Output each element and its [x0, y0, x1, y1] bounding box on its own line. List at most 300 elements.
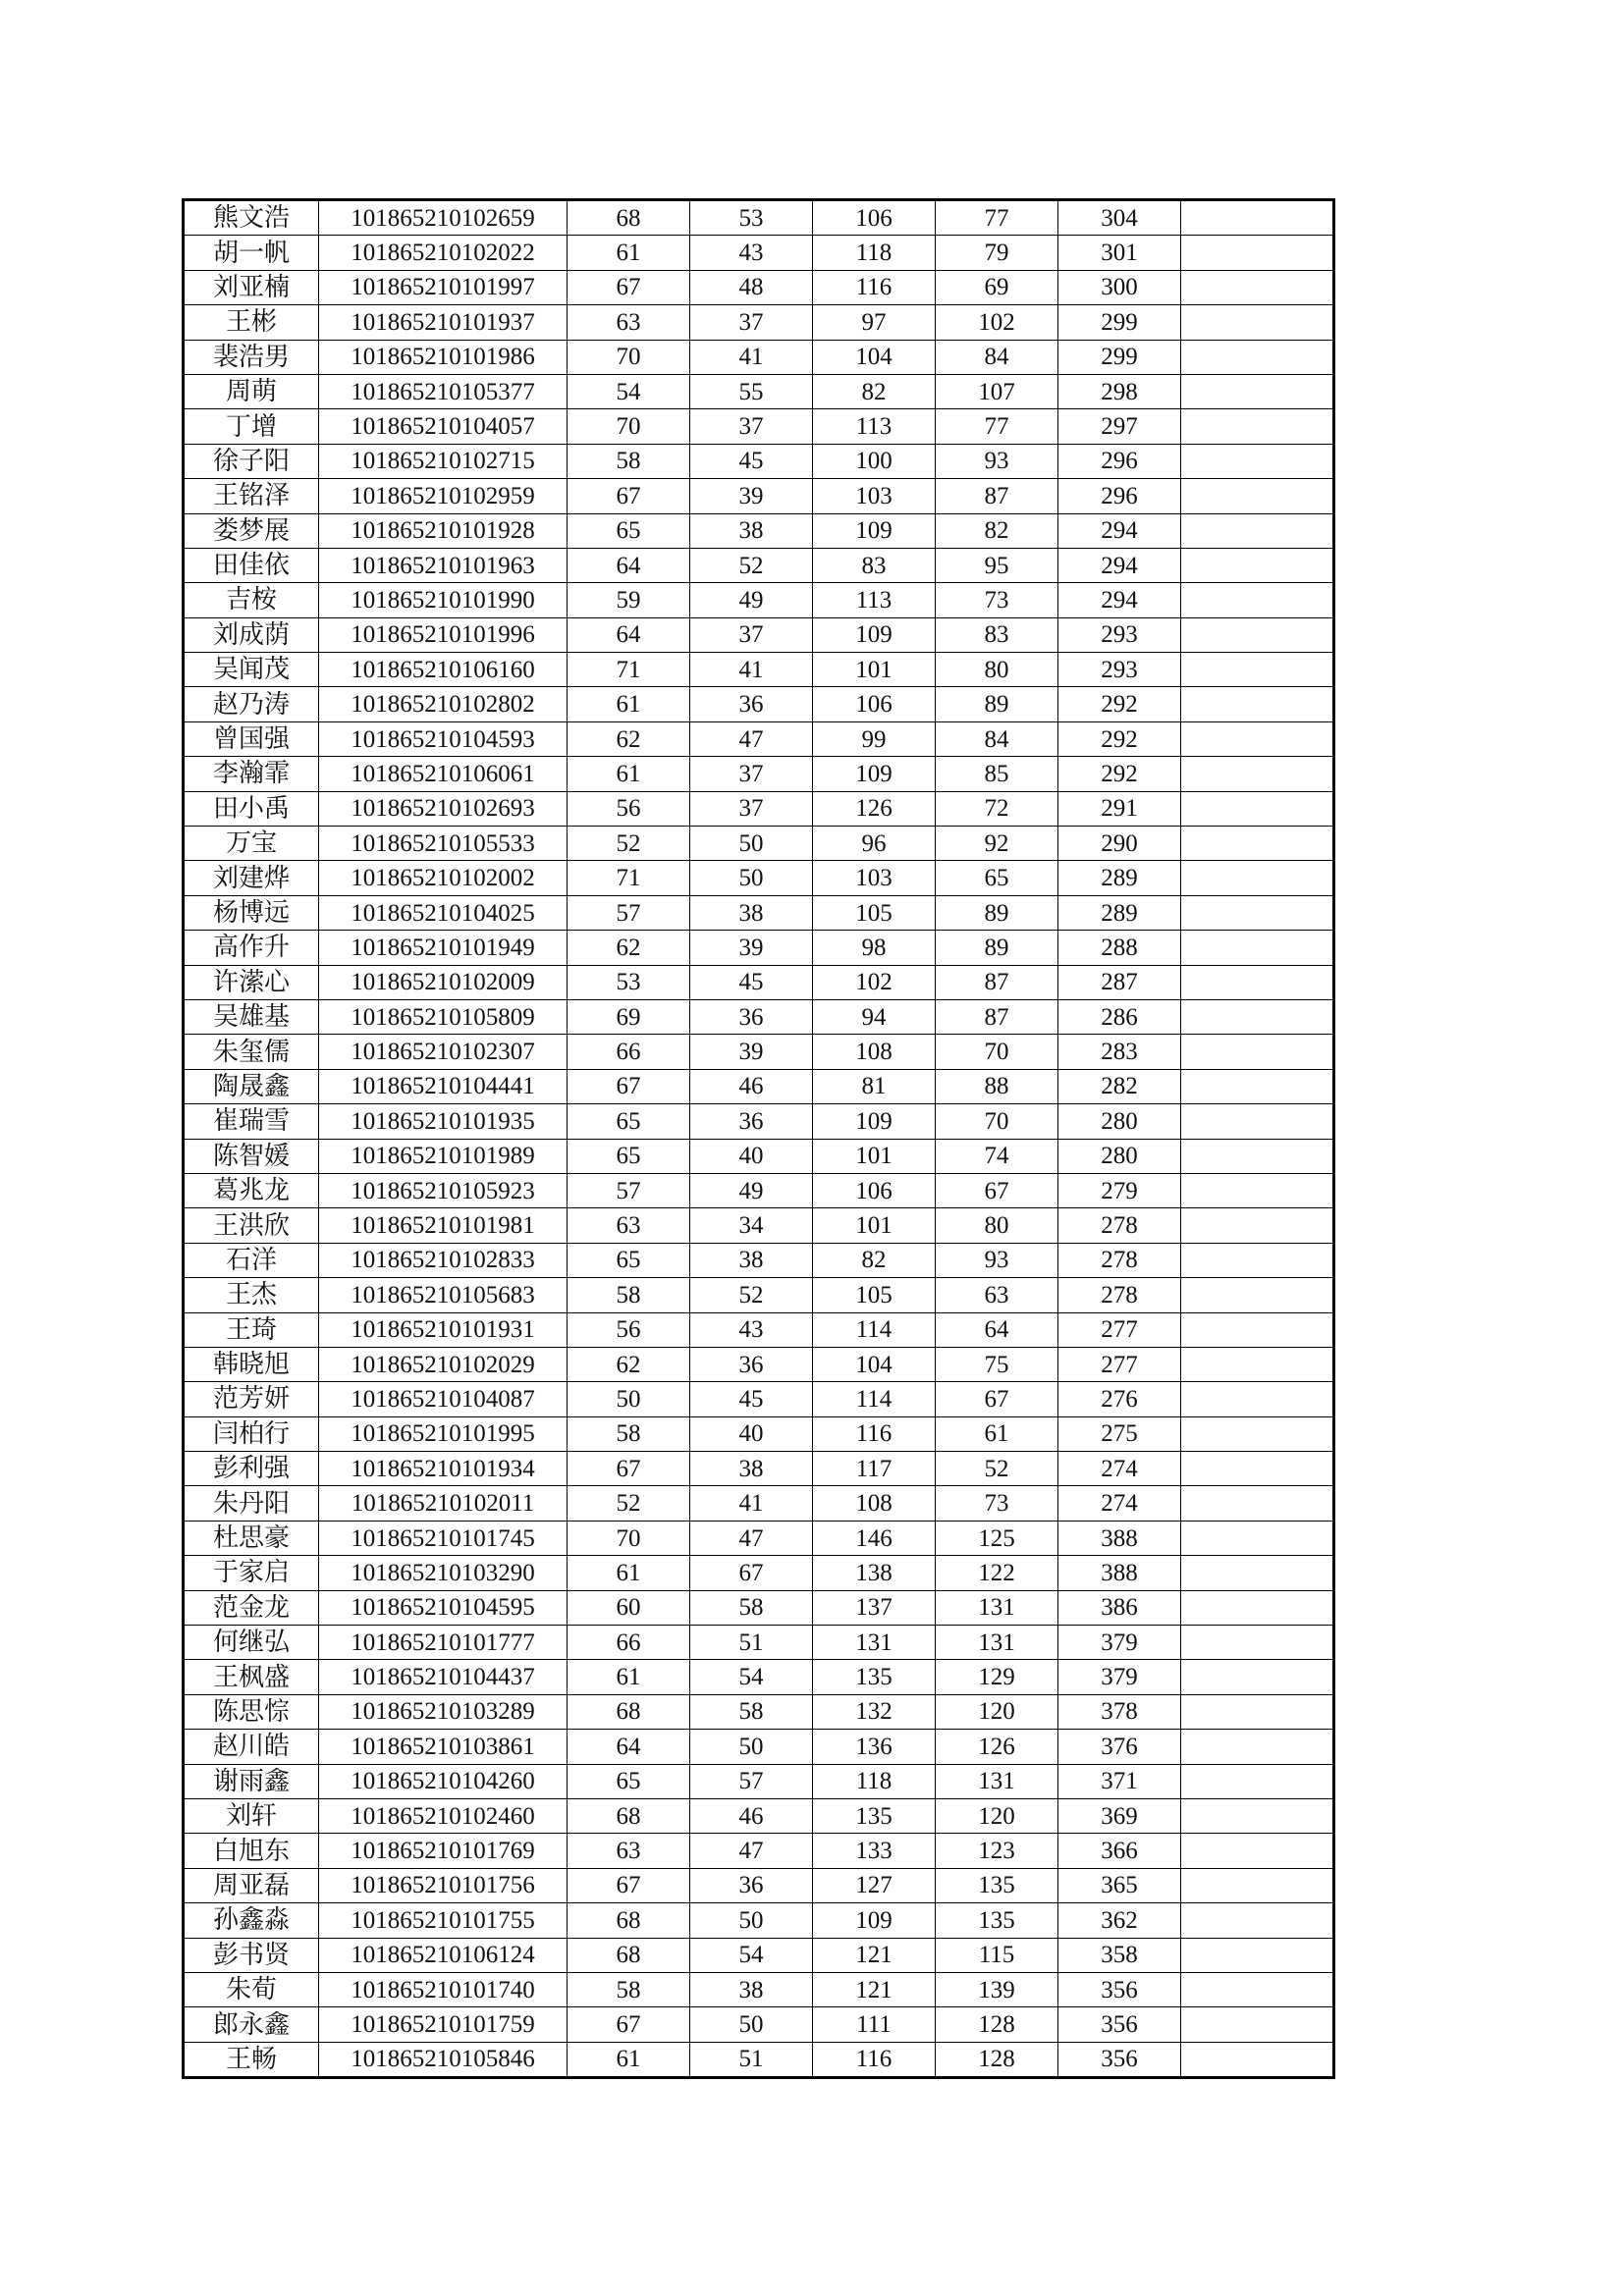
remark-cell	[1181, 1104, 1334, 1139]
name-cell: 王彬	[184, 305, 319, 340]
score-cell-3: 132	[813, 1694, 936, 1729]
score-cell-4: 120	[936, 1798, 1058, 1833]
total-score-cell: 274	[1058, 1486, 1181, 1521]
score-cell-4: 80	[936, 1208, 1058, 1243]
table-row	[184, 1416, 1334, 1451]
score-cell-4: 75	[936, 1347, 1058, 1381]
score-cell-4: 131	[936, 1764, 1058, 1798]
total-score-cell: 292	[1058, 721, 1181, 756]
name-cell: 吴雄基	[184, 999, 319, 1034]
name-cell: 孙鑫淼	[184, 1903, 319, 1938]
name-cell: 朱玺儒	[184, 1035, 319, 1069]
score-cell-1: 58	[568, 1416, 690, 1451]
exam-id-cell: 101865210102009	[319, 965, 568, 999]
score-cell-3: 82	[813, 374, 936, 408]
score-cell-1: 66	[568, 1035, 690, 1069]
score-cell-3: 117	[813, 1452, 936, 1486]
score-cell-1: 65	[568, 1243, 690, 1277]
remark-cell	[1181, 200, 1334, 236]
remark-cell	[1181, 999, 1334, 1034]
score-cell-1: 52	[568, 827, 690, 861]
score-cell-4: 64	[936, 1312, 1058, 1347]
total-score-cell: 280	[1058, 1104, 1181, 1139]
score-cell-2: 41	[690, 1486, 813, 1521]
exam-id-cell: 101865210103290	[319, 1556, 568, 1590]
score-cell-3: 109	[813, 1104, 936, 1139]
score-cell-1: 53	[568, 965, 690, 999]
table-row	[184, 1486, 1334, 1521]
score-cell-1: 50	[568, 1382, 690, 1416]
remark-cell	[1181, 827, 1334, 861]
score-cell-2: 45	[690, 1382, 813, 1416]
score-cell-3: 82	[813, 1243, 936, 1277]
name-cell: 葛兆龙	[184, 1173, 319, 1207]
name-cell: 丁增	[184, 409, 319, 444]
name-cell: 刘亚楠	[184, 270, 319, 304]
score-cell-4: 95	[936, 548, 1058, 582]
score-cell-1: 68	[568, 1694, 690, 1729]
remark-cell	[1181, 374, 1334, 408]
exam-id-cell: 101865210105377	[319, 374, 568, 408]
name-cell: 郎永鑫	[184, 2007, 319, 2042]
score-cell-4: 122	[936, 1556, 1058, 1590]
table-row	[184, 1139, 1334, 1173]
score-cell-3: 126	[813, 791, 936, 826]
exam-id-cell: 101865210102029	[319, 1347, 568, 1381]
table-row	[184, 2042, 1334, 2077]
score-cell-1: 68	[568, 1903, 690, 1938]
name-cell: 周萌	[184, 374, 319, 408]
score-cell-2: 38	[690, 895, 813, 930]
score-cell-3: 105	[813, 1278, 936, 1312]
table-row	[184, 1556, 1334, 1590]
remark-cell	[1181, 791, 1334, 826]
score-cell-3: 116	[813, 2042, 936, 2077]
table-row	[184, 653, 1334, 687]
score-cell-1: 64	[568, 1730, 690, 1764]
score-cell-1: 67	[568, 270, 690, 304]
remark-cell	[1181, 2007, 1334, 2042]
score-cell-2: 50	[690, 2007, 813, 2042]
name-cell: 王洪欣	[184, 1208, 319, 1243]
table-row	[184, 374, 1334, 408]
total-score-cell: 297	[1058, 409, 1181, 444]
score-cell-2: 58	[690, 1694, 813, 1729]
remark-cell	[1181, 305, 1334, 340]
exam-id-cell: 101865210102693	[319, 791, 568, 826]
total-score-cell: 283	[1058, 1035, 1181, 1069]
score-cell-3: 121	[813, 1972, 936, 2006]
exam-id-cell: 101865210102659	[319, 200, 568, 236]
score-cell-4: 84	[936, 721, 1058, 756]
name-cell: 李瀚霏	[184, 757, 319, 791]
total-score-cell: 298	[1058, 374, 1181, 408]
score-cell-4: 74	[936, 1139, 1058, 1173]
remark-cell	[1181, 687, 1334, 721]
exam-id-cell: 101865210102959	[319, 479, 568, 513]
exam-id-cell: 101865210101995	[319, 1416, 568, 1451]
total-score-cell: 292	[1058, 687, 1181, 721]
remark-cell	[1181, 1035, 1334, 1069]
score-cell-3: 108	[813, 1486, 936, 1521]
score-cell-4: 89	[936, 687, 1058, 721]
total-score-cell: 289	[1058, 895, 1181, 930]
remark-cell	[1181, 1590, 1334, 1625]
remark-cell	[1181, 583, 1334, 617]
table-row	[184, 1035, 1334, 1069]
score-cell-3: 116	[813, 1416, 936, 1451]
remark-cell	[1181, 1834, 1334, 1868]
score-cell-1: 64	[568, 548, 690, 582]
exam-id-cell: 101865210101931	[319, 1312, 568, 1347]
table-row	[184, 340, 1334, 374]
name-cell: 彭书贤	[184, 1938, 319, 1972]
score-cell-4: 128	[936, 2042, 1058, 2077]
score-cell-1: 68	[568, 200, 690, 236]
score-cell-4: 82	[936, 513, 1058, 548]
score-cell-3: 109	[813, 617, 936, 652]
name-cell: 赵川皓	[184, 1730, 319, 1764]
score-cell-3: 146	[813, 1521, 936, 1555]
table-row	[184, 583, 1334, 617]
name-cell: 范芳妍	[184, 1382, 319, 1416]
score-cell-1: 65	[568, 513, 690, 548]
exam-id-cell: 101865210102460	[319, 1798, 568, 1833]
score-cell-1: 66	[568, 1626, 690, 1660]
score-cell-1: 70	[568, 340, 690, 374]
score-cell-2: 34	[690, 1208, 813, 1243]
total-score-cell: 300	[1058, 270, 1181, 304]
name-cell: 万宝	[184, 827, 319, 861]
score-cell-4: 67	[936, 1382, 1058, 1416]
name-cell: 王畅	[184, 2042, 319, 2077]
table-row	[184, 1347, 1334, 1381]
name-cell: 朱丹阳	[184, 1486, 319, 1521]
name-cell: 朱荀	[184, 1972, 319, 2006]
score-cell-4: 88	[936, 1069, 1058, 1103]
exam-id-cell: 101865210106061	[319, 757, 568, 791]
score-cell-3: 109	[813, 757, 936, 791]
score-cell-1: 62	[568, 931, 690, 965]
score-cell-1: 63	[568, 305, 690, 340]
name-cell: 陶晟鑫	[184, 1069, 319, 1103]
name-cell: 闫柏行	[184, 1416, 319, 1451]
total-score-cell: 369	[1058, 1798, 1181, 1833]
score-cell-4: 135	[936, 1868, 1058, 1902]
name-cell: 裴浩男	[184, 340, 319, 374]
score-cell-3: 109	[813, 513, 936, 548]
remark-cell	[1181, 1556, 1334, 1590]
score-cell-2: 40	[690, 1139, 813, 1173]
exam-id-cell: 101865210101755	[319, 1903, 568, 1938]
score-cell-4: 123	[936, 1834, 1058, 1868]
score-cell-1: 62	[568, 1347, 690, 1381]
score-cell-3: 114	[813, 1312, 936, 1347]
remark-cell	[1181, 721, 1334, 756]
score-cell-4: 89	[936, 931, 1058, 965]
name-cell: 陈智媛	[184, 1139, 319, 1173]
score-cell-1: 61	[568, 687, 690, 721]
score-cell-3: 101	[813, 653, 936, 687]
total-score-cell: 277	[1058, 1347, 1181, 1381]
remark-cell	[1181, 1764, 1334, 1798]
table-row	[184, 1626, 1334, 1660]
score-cell-4: 77	[936, 200, 1058, 236]
score-cell-3: 113	[813, 583, 936, 617]
exam-id-cell: 101865210101740	[319, 1972, 568, 2006]
remark-cell	[1181, 1730, 1334, 1764]
total-score-cell: 356	[1058, 2007, 1181, 2042]
score-table	[182, 198, 1335, 2079]
total-score-cell: 278	[1058, 1208, 1181, 1243]
score-cell-2: 47	[690, 1834, 813, 1868]
table-row	[184, 548, 1334, 582]
remark-cell	[1181, 617, 1334, 652]
remark-cell	[1181, 548, 1334, 582]
total-score-cell: 304	[1058, 200, 1181, 236]
score-cell-3: 118	[813, 236, 936, 270]
table-row	[184, 931, 1334, 965]
exam-id-cell: 101865210105809	[319, 999, 568, 1034]
name-cell: 杜思豪	[184, 1521, 319, 1555]
table-row	[184, 1173, 1334, 1207]
exam-id-cell: 101865210105846	[319, 2042, 568, 2077]
total-score-cell: 286	[1058, 999, 1181, 1034]
score-cell-3: 127	[813, 1868, 936, 1902]
score-cell-4: 93	[936, 1243, 1058, 1277]
table-row	[184, 1694, 1334, 1729]
remark-cell	[1181, 1972, 1334, 2006]
name-cell: 吴闻茂	[184, 653, 319, 687]
name-cell: 娄梦展	[184, 513, 319, 548]
exam-id-cell: 101865210104437	[319, 1660, 568, 1694]
total-score-cell: 356	[1058, 2042, 1181, 2077]
total-score-cell: 379	[1058, 1660, 1181, 1694]
score-cell-4: 93	[936, 444, 1058, 478]
total-score-cell: 371	[1058, 1764, 1181, 1798]
score-cell-4: 77	[936, 409, 1058, 444]
name-cell: 许潆心	[184, 965, 319, 999]
table-row	[184, 861, 1334, 895]
score-cell-2: 51	[690, 2042, 813, 2077]
exam-id-cell: 101865210101949	[319, 931, 568, 965]
total-score-cell: 291	[1058, 791, 1181, 826]
score-cell-4: 87	[936, 965, 1058, 999]
score-cell-4: 126	[936, 1730, 1058, 1764]
score-cell-1: 61	[568, 2042, 690, 2077]
table-row	[184, 1660, 1334, 1694]
remark-cell	[1181, 965, 1334, 999]
score-cell-2: 55	[690, 374, 813, 408]
score-cell-2: 45	[690, 965, 813, 999]
exam-id-cell: 101865210101963	[319, 548, 568, 582]
name-cell: 刘轩	[184, 1798, 319, 1833]
name-cell: 王琦	[184, 1312, 319, 1347]
total-score-cell: 282	[1058, 1069, 1181, 1103]
score-cell-3: 137	[813, 1590, 936, 1625]
score-cell-2: 41	[690, 653, 813, 687]
remark-cell	[1181, 1626, 1334, 1660]
score-cell-3: 135	[813, 1798, 936, 1833]
table-row	[184, 1243, 1334, 1277]
remark-cell	[1181, 1208, 1334, 1243]
score-cell-4: 73	[936, 583, 1058, 617]
remark-cell	[1181, 1903, 1334, 1938]
exam-id-cell: 101865210103289	[319, 1694, 568, 1729]
score-cell-4: 92	[936, 827, 1058, 861]
score-cell-1: 56	[568, 1312, 690, 1347]
remark-cell	[1181, 1452, 1334, 1486]
table-row	[184, 444, 1334, 478]
total-score-cell: 293	[1058, 653, 1181, 687]
table-row	[184, 1521, 1334, 1555]
exam-id-cell: 101865210101989	[319, 1139, 568, 1173]
score-cell-1: 58	[568, 1278, 690, 1312]
exam-id-cell: 101865210104441	[319, 1069, 568, 1103]
score-cell-2: 38	[690, 1972, 813, 2006]
exam-id-cell: 101865210102022	[319, 236, 568, 270]
score-cell-1: 65	[568, 1764, 690, 1798]
total-score-cell: 294	[1058, 513, 1181, 548]
score-cell-3: 114	[813, 1382, 936, 1416]
table-row	[184, 1938, 1334, 1972]
table-row	[184, 1382, 1334, 1416]
table-row	[184, 1798, 1334, 1833]
score-cell-2: 50	[690, 861, 813, 895]
table-row	[184, 479, 1334, 513]
score-cell-2: 36	[690, 1104, 813, 1139]
score-cell-1: 56	[568, 791, 690, 826]
table-row	[184, 895, 1334, 930]
score-cell-1: 61	[568, 236, 690, 270]
exam-id-cell: 101865210104260	[319, 1764, 568, 1798]
score-cell-2: 38	[690, 1452, 813, 1486]
total-score-cell: 379	[1058, 1626, 1181, 1660]
table-row	[184, 721, 1334, 756]
score-cell-3: 133	[813, 1834, 936, 1868]
score-cell-1: 58	[568, 1972, 690, 2006]
total-score-cell: 292	[1058, 757, 1181, 791]
score-cell-1: 63	[568, 1834, 690, 1868]
score-cell-3: 135	[813, 1660, 936, 1694]
table-row	[184, 1590, 1334, 1625]
score-cell-1: 57	[568, 1173, 690, 1207]
remark-cell	[1181, 861, 1334, 895]
table-row	[184, 1069, 1334, 1103]
score-cell-2: 57	[690, 1764, 813, 1798]
score-cell-2: 50	[690, 1903, 813, 1938]
remark-cell	[1181, 1798, 1334, 1833]
score-cell-2: 37	[690, 757, 813, 791]
name-cell: 周亚磊	[184, 1868, 319, 1902]
score-cell-3: 108	[813, 1035, 936, 1069]
remark-cell	[1181, 1069, 1334, 1103]
remark-cell	[1181, 1347, 1334, 1381]
score-cell-4: 83	[936, 617, 1058, 652]
score-cell-4: 107	[936, 374, 1058, 408]
score-cell-2: 51	[690, 1626, 813, 1660]
remark-cell	[1181, 1521, 1334, 1555]
score-cell-4: 128	[936, 2007, 1058, 2042]
table-row	[184, 1903, 1334, 1938]
exam-id-cell: 101865210104025	[319, 895, 568, 930]
score-cell-1: 67	[568, 1452, 690, 1486]
score-cell-2: 52	[690, 1278, 813, 1312]
exam-id-cell: 101865210105533	[319, 827, 568, 861]
score-cell-3: 116	[813, 270, 936, 304]
score-cell-1: 68	[568, 1798, 690, 1833]
table-row	[184, 791, 1334, 826]
exam-id-cell: 101865210104593	[319, 721, 568, 756]
score-cell-2: 43	[690, 1312, 813, 1347]
total-score-cell: 296	[1058, 479, 1181, 513]
remark-cell	[1181, 1278, 1334, 1312]
score-cell-1: 71	[568, 861, 690, 895]
score-cell-1: 62	[568, 721, 690, 756]
score-table-body	[184, 200, 1334, 2078]
table-row	[184, 2007, 1334, 2042]
exam-id-cell: 101865210101935	[319, 1104, 568, 1139]
score-cell-1: 71	[568, 653, 690, 687]
score-cell-2: 39	[690, 931, 813, 965]
table-row	[184, 1278, 1334, 1312]
score-cell-4: 70	[936, 1104, 1058, 1139]
name-cell: 于家启	[184, 1556, 319, 1590]
total-score-cell: 294	[1058, 583, 1181, 617]
score-cell-4: 87	[936, 999, 1058, 1034]
score-cell-2: 37	[690, 409, 813, 444]
score-cell-1: 61	[568, 1660, 690, 1694]
score-cell-2: 52	[690, 548, 813, 582]
total-score-cell: 277	[1058, 1312, 1181, 1347]
score-cell-2: 45	[690, 444, 813, 478]
score-cell-2: 49	[690, 1173, 813, 1207]
name-cell: 徐子阳	[184, 444, 319, 478]
name-cell: 石洋	[184, 1243, 319, 1277]
total-score-cell: 299	[1058, 340, 1181, 374]
score-cell-4: 85	[936, 757, 1058, 791]
total-score-cell: 388	[1058, 1556, 1181, 1590]
score-cell-4: 63	[936, 1278, 1058, 1312]
score-cell-3: 136	[813, 1730, 936, 1764]
score-cell-4: 72	[936, 791, 1058, 826]
score-cell-2: 54	[690, 1660, 813, 1694]
remark-cell	[1181, 653, 1334, 687]
remark-cell	[1181, 1382, 1334, 1416]
total-score-cell: 293	[1058, 617, 1181, 652]
table-row	[184, 1452, 1334, 1486]
name-cell: 王杰	[184, 1278, 319, 1312]
score-cell-2: 41	[690, 340, 813, 374]
remark-cell	[1181, 409, 1334, 444]
total-score-cell: 362	[1058, 1903, 1181, 1938]
score-cell-1: 54	[568, 374, 690, 408]
score-cell-2: 50	[690, 827, 813, 861]
total-score-cell: 366	[1058, 1834, 1181, 1868]
score-cell-1: 61	[568, 1556, 690, 1590]
score-cell-3: 131	[813, 1626, 936, 1660]
score-cell-4: 79	[936, 236, 1058, 270]
remark-cell	[1181, 1416, 1334, 1451]
score-cell-1: 68	[568, 1938, 690, 1972]
remark-cell	[1181, 895, 1334, 930]
exam-id-cell: 101865210102802	[319, 687, 568, 721]
exam-id-cell: 101865210102002	[319, 861, 568, 895]
score-cell-3: 138	[813, 1556, 936, 1590]
score-cell-2: 38	[690, 1243, 813, 1277]
exam-id-cell: 101865210101996	[319, 617, 568, 652]
score-cell-2: 43	[690, 236, 813, 270]
